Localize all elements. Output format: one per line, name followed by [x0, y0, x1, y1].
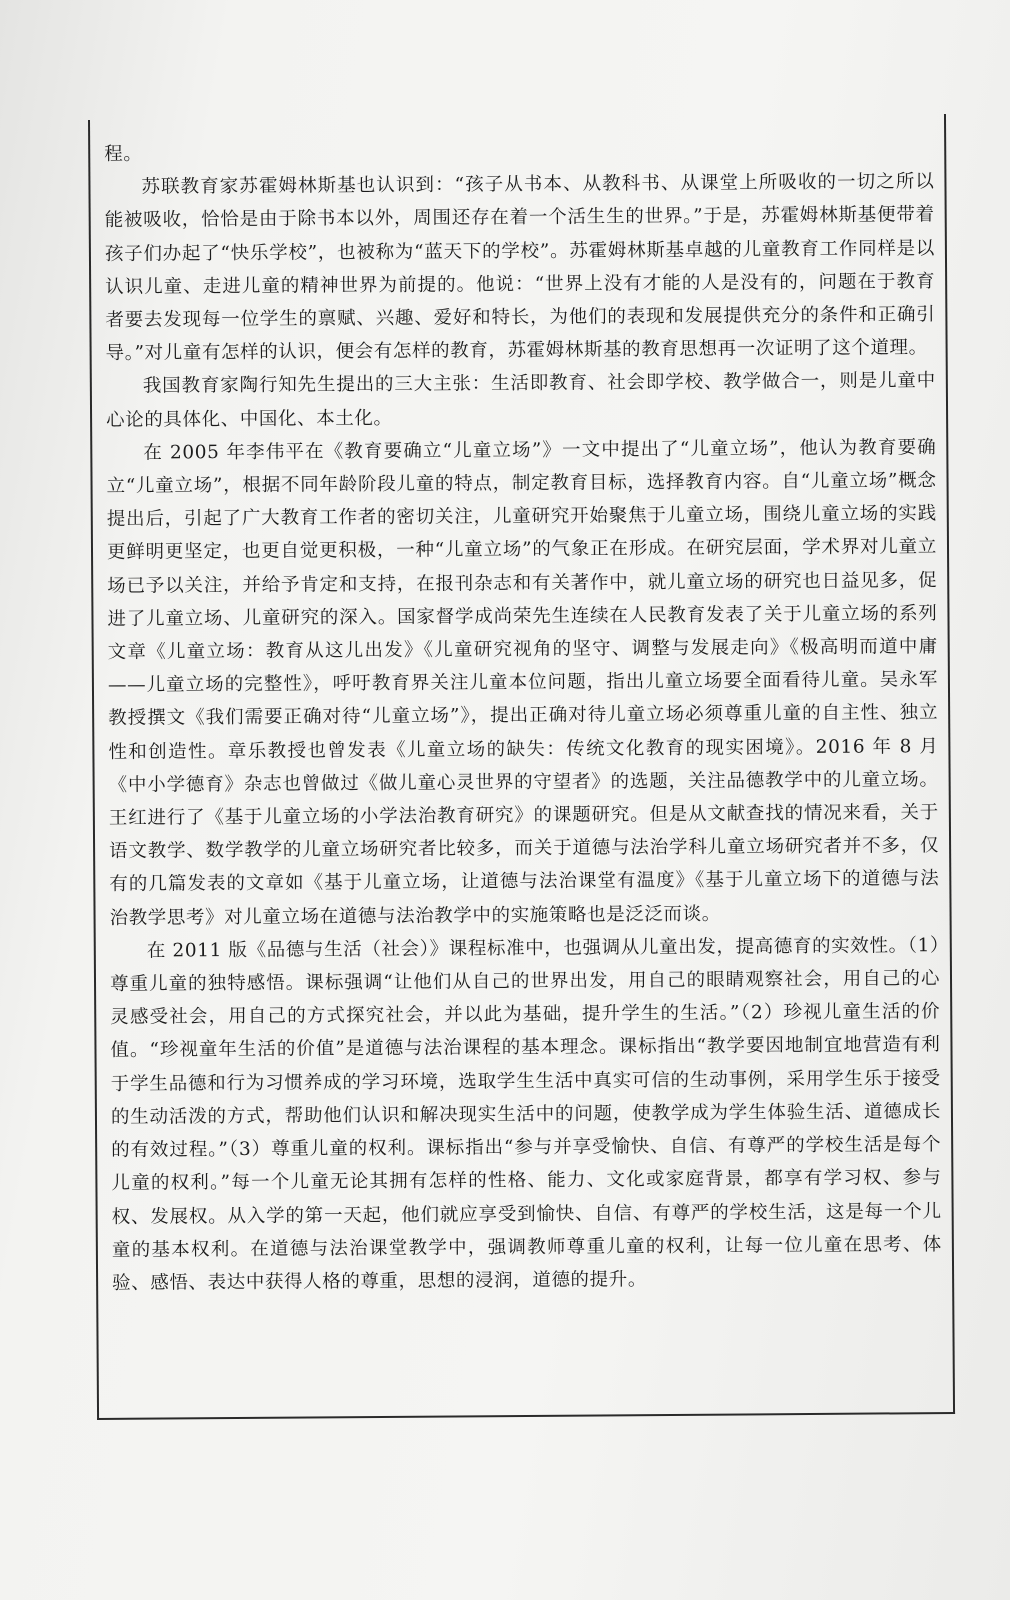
- paragraph-child-standpoint-research: 在 2005 年李伟平在《教育要确立“儿童立场”》一文中提出了“儿童立场”，他认为教育要确立“儿童立场”，根据不同年龄阶段儿童的特点，制定教育目标，选择教育内容。自“儿童立场”概念提出后，引起了广大教育工作者的密切关注，儿童研究开始聚焦于儿童立场，围绕儿童立场的实践更鲜明更坚定，也更自觉更积极，一种“儿童立场”的气象正在形成。在研究层面，学术界对儿童立场已予以关注，并给予肯定和支持，在报刊杂志和有关著作中，就儿童立场的研究也日益见多，促进了儿童立场、儿童研究的深入。国家督学成尚荣先生连续在人民教育发表了关于儿童立场的系列文章《儿童立场：教育从这儿出发》《儿童研究视角的坚守、调整与发展走向》《极高明而道中庸——儿童立场的完整性》，呼吁教育界关注儿童本位问题，指出儿童立场要全面看待儿童。吴永军教授撰文《我们需要正确对待“儿童立场”》，提出正确对待儿童立场必须尊重儿童的自主性、独立性和创造性。章乐教授也曾发表《儿童立场的缺失：传统文化教育的现实困境》。2016 年 8 月《中小学德育》杂志也曾做过《做儿童心灵世界的守望者》的选题，关注品德教学中的儿童立场。王红进行了《基于儿童立场的小学法治教育研究》的课题研究。但是从文献查找的情况来看，关于语文教学、数学教学的儿童立场研究者比较多，而关于道德与法治学科儿童立场研究者并不多，仅有的几篇发表的文章如《基于儿童立场，让道德与法治课堂有温度》《基于儿童立场下的道德与法治教学思考》对儿童立场在道德与法治教学中的实施策略也是泛泛而谈。: [106, 436, 940, 929]
- paragraph-continuation: 程。: [104, 143, 143, 165]
- text-frame: [88, 114, 955, 1420]
- paragraph-curriculum-standard: 在 2011 版《品德与生活（社会）》课程标准中，也强调从儿童出发，提高德育的实效性。（1）尊重儿童的独特感悟。课标强调“让他们从自己的世界出发，用自己的眼睛观察社会，用自己的心灵感受社会，用自己的方式探究社会，并以此为基础，提升学生的生活。”（2）珍视儿童生活的价值。“珍视童年生活的价值”是道德与法治课程的基本理念。课标指出“教学要因地制宜地营造有利于学生品德和行为习惯养成的学习环境，选取学生生活中真实可信的生动事例，采用学生乐于接受的生动活泼的方式，帮助他们认识和解决现实生活中的问题，使教学成为学生体验生活、道德成长的有效过程。”（3）尊重儿童的权利。课标指出“参与并享受愉快、自信、有尊严的学校生活是每个儿童的权利。”每一个儿童无论其拥有怎样的性格、能力、文化或家庭背景，都享有学习权、参与权、发展权。从入学的第一天起，他们就应享受到愉快、自信、有尊严的学校生活，这是每一个儿童的基本权利。在道德与法治课堂教学中，强调教师尊重儿童的权利，让每一位儿童在思考、体验、感悟、表达中获得人格的尊重，思想的浸润，道德的提升。: [109, 934, 942, 1294]
- paragraph-tao-xingzhi: 我国教育家陶行知先生提出的三大主张：生活即教育、社会即学校、教学做合一，则是儿童中心论的具体化、中国化、本土化。: [106, 370, 936, 431]
- paragraph-sukhomlinsky: 苏联教育家苏霍姆林斯基也认识到：“孩子从书本、从教科书、从课堂上所吸收的一切之所以能被吸收，恰恰是由于除书本以外，周围还存在着一个活生生的世界。”于是，苏霍姆林斯基便带着孩子们办起了“快乐学校”，也被称为“蓝天下的学校”。苏霍姆林斯基卓越的儿童教育工作同样是以认识儿童、走进儿童的精神世界为前提的。他说：“世界上没有才能的人是没有的，问题在于教育者要去发现每一位学生的禀赋、兴趣、爱好和特长，为他们的表现和发展提供充分的条件和正确引导。”对儿童有怎样的认识，便会有怎样的教育，苏霍姆林斯基的教育思想再一次证明了这个道理。: [104, 171, 936, 365]
- document-body: [104, 132, 942, 1300]
